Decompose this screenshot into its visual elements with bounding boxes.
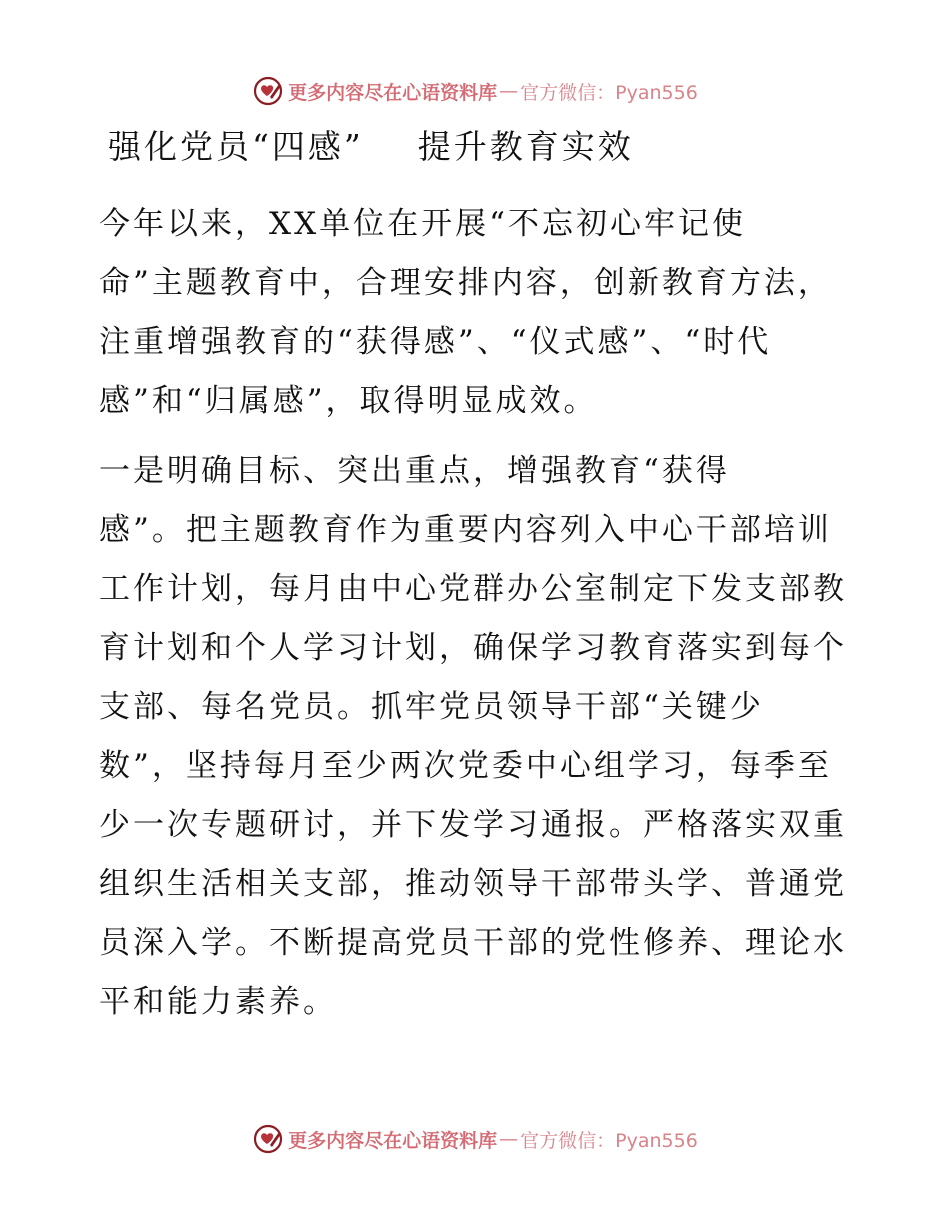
text-line: 注重增强教育的“获得感”、“仪式感”、“时代 — [99, 324, 772, 360]
text-line: 命”主题教育中，合理安排内容，创新教育方法， — [99, 265, 832, 301]
text-line: 支部、每名党员。抓牢党员领导干部“关键少 — [99, 689, 764, 725]
text-line: 工作计划，每月由中心党群办公室制定下发支部教 — [99, 571, 847, 607]
text-line: 一是明确目标、突出重点，增强教育“获得 — [99, 453, 730, 489]
text-line: 员深入学。不断提高党员干部的党性修养、理论水 — [99, 925, 847, 961]
watermark-contact: 官方微信：Pyan556 — [520, 81, 698, 104]
watermark-footer — [0, 1119, 950, 1159]
text-line: 感”和“归属感”，取得明显成效。 — [99, 383, 598, 419]
heart-pen-logo-icon — [252, 75, 284, 107]
paragraph-intro — [99, 195, 854, 431]
watermark-dash: — — [499, 1128, 519, 1150]
text-line: 组织生活相关支部，推动领导干部带头学、普通党 — [99, 866, 847, 902]
text-line: 育计划和个人学习计划，确保学习教育落实到每个 — [99, 630, 847, 666]
watermark-brand: 更多内容尽在心语资料库 — [288, 81, 498, 104]
text-line: 今年以来，XX单位在开展“不忘初心牢记使 — [99, 206, 746, 242]
paragraph-point-one — [99, 442, 854, 1032]
text-line: 感”。把主题教育作为重要内容列入中心干部培训 — [99, 512, 832, 548]
watermark-brand: 更多内容尽在心语资料库 — [288, 1129, 498, 1152]
text-line: 平和能力素养。 — [99, 984, 337, 1020]
watermark-header — [0, 71, 950, 111]
document-title: 强化党员“四感” 提升教育实效 — [108, 127, 634, 166]
text-line: 数”，坚持每月至少两次党委中心组学习，每季至 — [99, 748, 832, 784]
heart-pen-logo-icon — [252, 1123, 284, 1155]
text-line: 少一次专题研讨，并下发学习通报。严格落实双重 — [99, 807, 847, 843]
watermark-contact: 官方微信：Pyan556 — [520, 1129, 698, 1152]
watermark-dash: — — [499, 80, 519, 102]
